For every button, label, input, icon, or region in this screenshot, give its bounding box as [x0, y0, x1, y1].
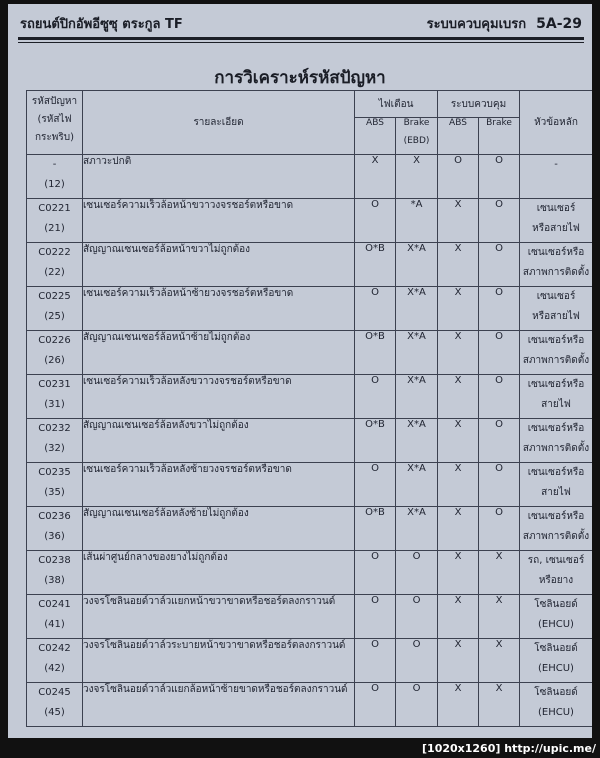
control-brake-mark: O: [495, 331, 503, 342]
topic-line1: เซนเซอร์หรือ: [527, 335, 585, 346]
lamp-brake-mark: X*A: [407, 463, 426, 474]
blink-code: (21): [44, 223, 65, 234]
lamp-abs-cell: [355, 507, 396, 551]
control-brake-mark: O: [495, 155, 503, 166]
lamp-brake-cell: [396, 551, 438, 595]
code-cell: [27, 595, 83, 639]
trouble-code: C0232: [38, 423, 71, 434]
table-row: [27, 551, 593, 595]
description-text: เซนเซอร์ความเร็วล้อหน้าซ้ายวงจรชอร์ตหรือขาด: [83, 288, 294, 299]
control-abs-cell: [438, 683, 479, 727]
table-row: [27, 639, 593, 683]
lamp-abs-cell: [355, 287, 396, 331]
control-abs-mark: X: [454, 639, 462, 650]
description-cell: [83, 507, 355, 551]
topic-line2: สภาพการติดตั้ง: [522, 355, 590, 366]
running-header: [20, 12, 582, 34]
topic-line2: หรือยาง: [538, 575, 574, 586]
table-row: [27, 243, 593, 287]
control-brake-cell: [479, 683, 520, 727]
description-text: วงจรโซลินอยด์วาล์วระบายหน้าขวาขาดหรือชอร์ตลงกราวนด์: [83, 640, 346, 651]
control-brake-mark: O: [495, 243, 503, 254]
header-control-brake: Brake: [479, 118, 520, 155]
blink-code: (45): [44, 707, 65, 718]
control-abs-cell: [438, 463, 479, 507]
header-code: [27, 91, 83, 155]
control-brake-cell: [479, 331, 520, 375]
table-row: [27, 287, 593, 331]
header-warning-lamp: ไฟเตือน: [355, 91, 438, 118]
header-lamp-brake-ebd: (EBD): [403, 136, 430, 146]
topic-cell: [520, 551, 593, 595]
control-abs-mark: O: [454, 155, 462, 166]
lamp-brake-cell: [396, 595, 438, 639]
code-cell: [27, 683, 83, 727]
topic-line2: หรือสายไฟ: [532, 311, 580, 322]
blink-code: (26): [44, 355, 65, 366]
table-row: [27, 419, 593, 463]
lamp-abs-mark: X: [371, 155, 379, 166]
lamp-abs-mark: O: [371, 463, 379, 474]
lamp-abs-mark: O: [371, 287, 379, 298]
lamp-abs-cell: [355, 243, 396, 287]
control-brake-mark: O: [495, 199, 503, 210]
blink-code: (31): [44, 399, 65, 410]
trouble-code: -: [52, 159, 57, 170]
trouble-code: C0235: [38, 467, 71, 478]
image-size-stamp: [1020x1260] http://upic.me/: [422, 742, 596, 755]
description-cell: [83, 199, 355, 243]
topic-cell: [520, 683, 593, 727]
lamp-brake-mark: X*A: [407, 375, 426, 386]
code-cell: [27, 551, 83, 595]
blink-code: (38): [44, 575, 65, 586]
lamp-brake-mark: *A: [410, 199, 423, 210]
control-brake-mark: X: [495, 683, 503, 694]
blink-code: (22): [44, 267, 65, 278]
control-abs-cell: [438, 199, 479, 243]
lamp-brake-cell: [396, 287, 438, 331]
topic-cell: [520, 507, 593, 551]
description-cell: [83, 419, 355, 463]
control-abs-mark: X: [454, 683, 462, 694]
description-text: สัญญาณเซนเซอร์ล้อหลังขวาไม่ถูกต้อง: [83, 420, 249, 431]
code-cell: [27, 331, 83, 375]
lamp-brake-cell: [396, 683, 438, 727]
topic-line1: -: [554, 159, 558, 170]
description-text: เซนเซอร์ความเร็วล้อหลังซ้ายวงจรชอร์ตหรือขาด: [83, 464, 292, 475]
lamp-abs-cell: [355, 595, 396, 639]
description-cell: [83, 287, 355, 331]
description-cell: [83, 639, 355, 683]
control-abs-cell: [438, 595, 479, 639]
lamp-abs-mark: O*B: [365, 507, 385, 518]
lamp-brake-mark: O: [412, 683, 421, 694]
lamp-brake-cell: [396, 155, 438, 199]
header-description: รายละเอียด: [83, 91, 355, 155]
lamp-abs-cell: [355, 419, 396, 463]
header-code-line2: (รหัสไฟ: [37, 114, 72, 125]
description-cell: [83, 551, 355, 595]
header-rule-thin: [18, 42, 584, 43]
control-abs-mark: X: [454, 243, 462, 254]
topic-cell: [520, 595, 593, 639]
header-topic: หัวข้อหลัก: [520, 91, 593, 155]
code-cell: [27, 155, 83, 199]
topic-line1: เซนเซอร์หรือ: [527, 423, 585, 434]
control-abs-cell: [438, 331, 479, 375]
header-lamp-brake-label: Brake: [403, 118, 430, 128]
code-cell: [27, 199, 83, 243]
control-brake-cell: [479, 155, 520, 199]
control-brake-mark: O: [495, 375, 503, 386]
control-brake-cell: [479, 419, 520, 463]
topic-line2: สภาพการติดตั้ง: [522, 443, 590, 454]
blink-code: (32): [44, 443, 65, 454]
lamp-abs-cell: [355, 639, 396, 683]
topic-line1: รถ, เซนเซอร์: [527, 555, 585, 566]
code-cell: [27, 419, 83, 463]
description-text: วงจรโซลินอยด์วาล์วแยกหน้าขวาขาดหรือชอร์ตลงกราวนด์: [83, 596, 336, 607]
topic-line2: (EHCU): [538, 707, 574, 718]
trouble-code: C0236: [38, 511, 71, 522]
topic-cell: [520, 375, 593, 419]
topic-line2: (EHCU): [538, 619, 574, 630]
trouble-code: C0231: [38, 379, 71, 390]
trouble-code: C0225: [38, 291, 71, 302]
description-text: เซนเซอร์ความเร็วล้อหน้าขวาวงจรชอร์ตหรือขาด: [83, 200, 294, 211]
control-brake-cell: [479, 551, 520, 595]
blink-code: (41): [44, 619, 65, 630]
code-cell: [27, 287, 83, 331]
topic-cell: [520, 639, 593, 683]
trouble-code-table: [26, 90, 592, 727]
topic-line2: สายไฟ: [541, 487, 571, 498]
topic-line1: เซนเซอร์หรือ: [527, 247, 585, 258]
control-abs-mark: X: [454, 507, 462, 518]
trouble-code: C0241: [38, 599, 71, 610]
control-brake-mark: O: [495, 419, 503, 430]
manual-page: [8, 4, 592, 738]
table-row: [27, 331, 593, 375]
trouble-code: C0245: [38, 687, 71, 698]
topic-cell: [520, 331, 593, 375]
lamp-brake-mark: O: [412, 595, 421, 606]
table-row: [27, 155, 593, 199]
control-abs-mark: X: [454, 199, 462, 210]
lamp-brake-mark: X*A: [407, 287, 426, 298]
lamp-abs-cell: [355, 683, 396, 727]
blink-code: (36): [44, 531, 65, 542]
header-control-system: ระบบควบคุม: [438, 91, 520, 118]
control-abs-cell: [438, 507, 479, 551]
table-row: [27, 375, 593, 419]
vehicle-model: รถยนต์ปิกอัพอีซูซุ ตระกูล TF: [20, 17, 183, 32]
topic-line1: เซนเซอร์: [536, 291, 576, 302]
control-abs-cell: [438, 243, 479, 287]
trouble-code: C0226: [38, 335, 71, 346]
header-lamp-brake: [396, 118, 438, 155]
lamp-brake-mark: O: [412, 551, 421, 562]
description-text: เส้นผ่าศูนย์กลางของยางไม่ถูกต้อง: [83, 552, 228, 563]
control-abs-cell: [438, 551, 479, 595]
control-brake-cell: [479, 243, 520, 287]
control-abs-mark: X: [454, 419, 462, 430]
lamp-abs-mark: O*B: [365, 243, 385, 254]
description-cell: [83, 155, 355, 199]
table-row: [27, 199, 593, 243]
topic-line1: โซลินอยด์: [534, 643, 578, 654]
code-cell: [27, 243, 83, 287]
lamp-abs-cell: [355, 331, 396, 375]
control-abs-mark: X: [454, 551, 462, 562]
trouble-code: C0242: [38, 643, 71, 654]
control-brake-mark: O: [495, 507, 503, 518]
header-code-line3: กระพริบ): [34, 132, 74, 143]
topic-line2: หรือสายไฟ: [532, 223, 580, 234]
lamp-abs-cell: [355, 551, 396, 595]
topic-line2: สภาพการติดตั้ง: [522, 531, 590, 542]
table-row: [27, 463, 593, 507]
description-cell: [83, 331, 355, 375]
description-cell: [83, 595, 355, 639]
topic-cell: [520, 199, 593, 243]
lamp-brake-mark: O: [412, 639, 421, 650]
lamp-abs-mark: O: [371, 551, 379, 562]
topic-cell: [520, 155, 593, 199]
control-abs-cell: [438, 375, 479, 419]
header-code-line1: รหัสปัญหา: [31, 96, 78, 107]
header-control-abs: ABS: [438, 118, 479, 155]
lamp-abs-cell: [355, 375, 396, 419]
control-brake-mark: X: [495, 639, 503, 650]
control-brake-cell: [479, 199, 520, 243]
blink-code: (12): [44, 179, 65, 190]
topic-line1: โซลินอยด์: [534, 599, 578, 610]
description-cell: [83, 243, 355, 287]
control-brake-mark: O: [495, 463, 503, 474]
lamp-abs-cell: [355, 463, 396, 507]
control-brake-cell: [479, 639, 520, 683]
description-text: สัญญาณเซนเซอร์ล้อหน้าซ้ายไม่ถูกต้อง: [83, 332, 251, 343]
header-rule-thick: [18, 37, 584, 40]
control-abs-cell: [438, 419, 479, 463]
code-cell: [27, 507, 83, 551]
topic-cell: [520, 243, 593, 287]
lamp-brake-mark: X: [413, 155, 420, 166]
table-row: [27, 683, 593, 727]
lamp-brake-cell: [396, 375, 438, 419]
trouble-code: C0238: [38, 555, 71, 566]
lamp-brake-mark: X*A: [407, 331, 426, 342]
topic-line2: สายไฟ: [541, 399, 571, 410]
control-brake-mark: O: [495, 287, 503, 298]
control-brake-mark: X: [495, 551, 503, 562]
blink-code: (35): [44, 487, 65, 498]
description-text: วงจรโซลินอยด์วาล์วแยกล้อหน้าซ้ายขาดหรือชอร์ตลงกราวนด์: [83, 684, 348, 695]
blink-code: (42): [44, 663, 65, 674]
control-abs-cell: [438, 639, 479, 683]
description-cell: [83, 375, 355, 419]
description-text: สัญญาณเซนเซอร์ล้อหลังซ้ายไม่ถูกต้อง: [83, 508, 249, 519]
control-brake-mark: X: [495, 595, 503, 606]
lamp-abs-cell: [355, 199, 396, 243]
lamp-abs-mark: O: [371, 683, 379, 694]
lamp-abs-mark: O*B: [365, 419, 385, 430]
control-abs-cell: [438, 287, 479, 331]
description-cell: [83, 683, 355, 727]
control-abs-mark: X: [454, 463, 462, 474]
control-brake-cell: [479, 287, 520, 331]
topic-line1: โซลินอยด์: [534, 687, 578, 698]
topic-line1: เซนเซอร์หรือ: [527, 467, 585, 478]
topic-cell: [520, 287, 593, 331]
lamp-brake-mark: X*A: [407, 243, 426, 254]
header-lamp-abs: ABS: [355, 118, 396, 155]
topic-cell: [520, 419, 593, 463]
header-row-1: [27, 91, 593, 118]
code-cell: [27, 463, 83, 507]
lamp-abs-cell: [355, 155, 396, 199]
control-brake-cell: [479, 375, 520, 419]
page-title: การวิเคราะห์รหัสปัญหา: [214, 68, 386, 88]
lamp-brake-cell: [396, 463, 438, 507]
lamp-abs-mark: O: [371, 639, 379, 650]
control-abs-cell: [438, 155, 479, 199]
lamp-brake-cell: [396, 331, 438, 375]
code-cell: [27, 639, 83, 683]
control-abs-mark: X: [454, 287, 462, 298]
lamp-abs-mark: O*B: [365, 331, 385, 342]
topic-cell: [520, 463, 593, 507]
topic-line1: เซนเซอร์หรือ: [527, 511, 585, 522]
control-brake-cell: [479, 507, 520, 551]
description-text: สภาวะปกติ: [83, 156, 132, 167]
control-abs-mark: X: [454, 595, 462, 606]
control-abs-mark: X: [454, 331, 462, 342]
control-brake-cell: [479, 595, 520, 639]
description-text: เซนเซอร์ความเร็วล้อหลังขวาวงจรชอร์ตหรือขาด: [83, 376, 292, 387]
lamp-brake-cell: [396, 507, 438, 551]
lamp-brake-mark: X*A: [407, 507, 426, 518]
lamp-brake-cell: [396, 243, 438, 287]
lamp-abs-mark: O: [371, 199, 379, 210]
lamp-abs-mark: O: [371, 595, 379, 606]
blink-code: (25): [44, 311, 65, 322]
topic-line1: เซนเซอร์หรือ: [527, 379, 585, 390]
section-name: ระบบควบคุมเบรก: [426, 17, 527, 32]
lamp-brake-mark: X*A: [407, 419, 426, 430]
description-text: สัญญาณเซนเซอร์ล้อหน้าขวาไม่ถูกต้อง: [83, 244, 251, 255]
lamp-brake-cell: [396, 199, 438, 243]
lamp-abs-mark: O: [371, 375, 379, 386]
code-cell: [27, 375, 83, 419]
trouble-code: C0221: [38, 203, 71, 214]
lamp-brake-cell: [396, 419, 438, 463]
table-row: [27, 507, 593, 551]
topic-line2: สภาพการติดตั้ง: [522, 267, 590, 278]
topic-line1: เซนเซอร์: [536, 203, 576, 214]
control-abs-mark: X: [454, 375, 462, 386]
table-row: [27, 595, 593, 639]
trouble-code: C0222: [38, 247, 71, 258]
description-cell: [83, 463, 355, 507]
topic-line2: (EHCU): [538, 663, 574, 674]
page-number: 5A-29: [536, 16, 582, 32]
lamp-brake-cell: [396, 639, 438, 683]
control-brake-cell: [479, 463, 520, 507]
